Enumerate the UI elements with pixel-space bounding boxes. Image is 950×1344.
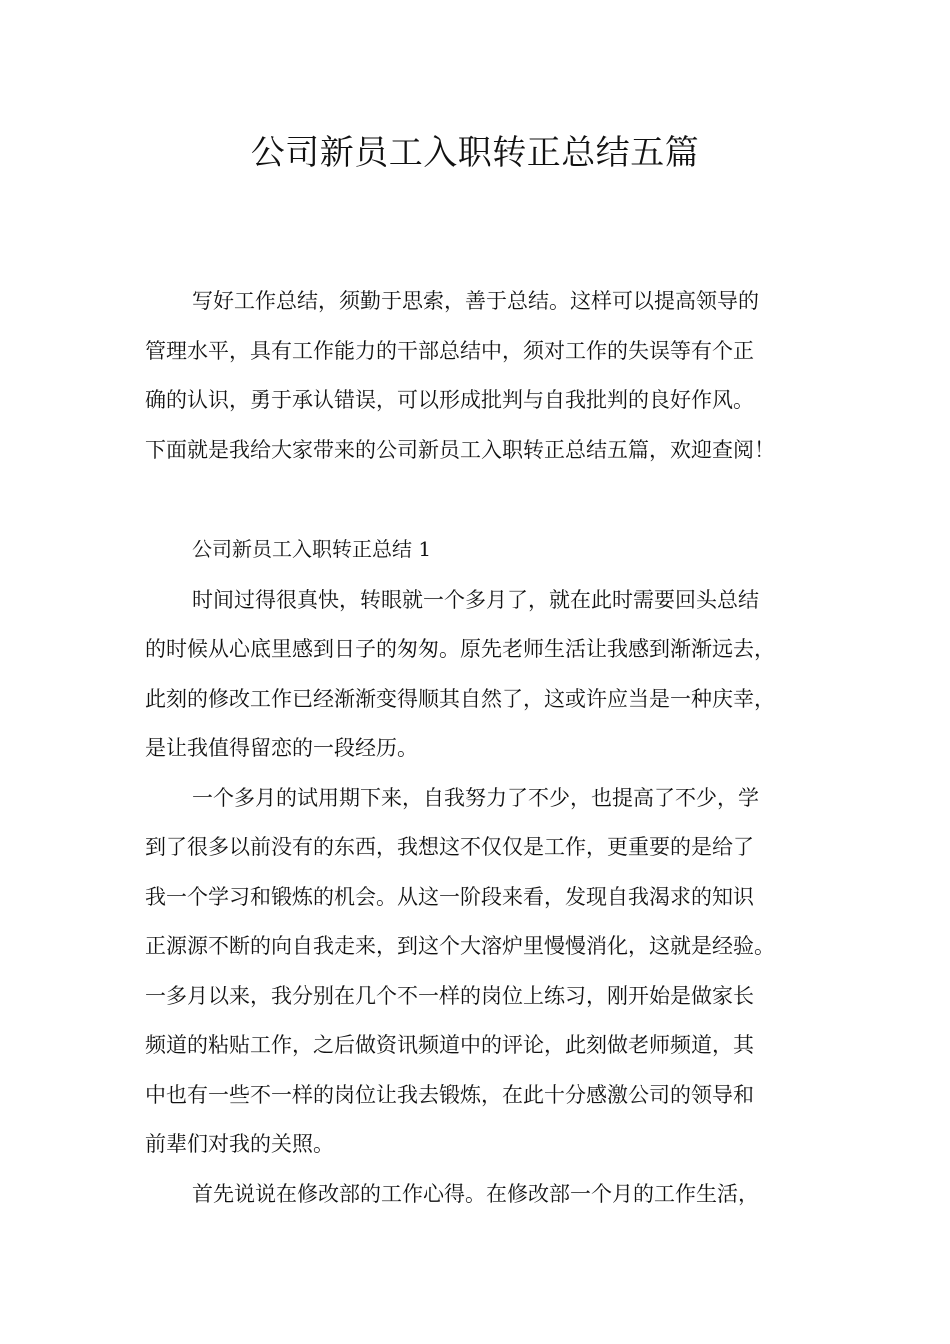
paragraph2-line-1: 一个多月的试用期下来，自我努力了不少，也提高了不少，学 (192, 786, 759, 810)
section-heading: 公司新员工入职转正总结 1 (192, 537, 432, 561)
paragraph2-line-4: 正源源不断的向自我走来，到这个大溶炉里慢慢消化，这就是经验。 (145, 934, 775, 958)
paragraph2-line-7: 中也有一些不一样的岗位让我去锻炼，在此十分感激公司的领导和 (145, 1083, 754, 1107)
document-title: 公司新员工入职转正总结五篇 (250, 133, 700, 173)
intro-line-2: 管理水平，具有工作能力的干部总结中，须对工作的失误等有个正 (145, 339, 754, 363)
paragraph2-line-6: 频道的粘贴工作，之后做资讯频道中的评论，此刻做老师频道，其 (145, 1033, 754, 1057)
intro-line-1: 写好工作总结，须勤于思索，善于总结。这样可以提高领导的 (192, 289, 759, 313)
paragraph1-line-2: 的时候从心底里感到日子的匆匆。原先老师生活让我感到渐渐远去， (145, 637, 775, 661)
intro-line-3: 确的认识，勇于承认错误，可以形成批判与自我批判的良好作风。 (145, 388, 754, 412)
paragraph2-line-2: 到了很多以前没有的东西，我想这不仅仅是工作，更重要的是给了 (145, 835, 754, 859)
paragraph1-line-1: 时间过得很真快，转眼就一个多月了，就在此时需要回头总结 (192, 588, 759, 612)
paragraph2-line-8: 前辈们对我的关照。 (145, 1132, 334, 1156)
paragraph1-line-4: 是让我值得留恋的一段经历。 (145, 736, 418, 760)
intro-line-4: 下面就是我给大家带来的公司新员工入职转正总结五篇，欢迎查阅！ (145, 438, 775, 462)
paragraph3-line-1: 首先说说在修改部的工作心得。在修改部一个月的工作生活， (192, 1182, 759, 1206)
paragraph1-line-3: 此刻的修改工作已经渐渐变得顺其自然了，这或许应当是一种庆幸， (145, 687, 775, 711)
paragraph2-line-3: 我一个学习和锻炼的机会。从这一阶段来看，发现自我渴求的知识 (145, 885, 754, 909)
paragraph2-line-5: 一多月以来，我分别在几个不一样的岗位上练习，刚开始是做家长 (145, 984, 754, 1008)
